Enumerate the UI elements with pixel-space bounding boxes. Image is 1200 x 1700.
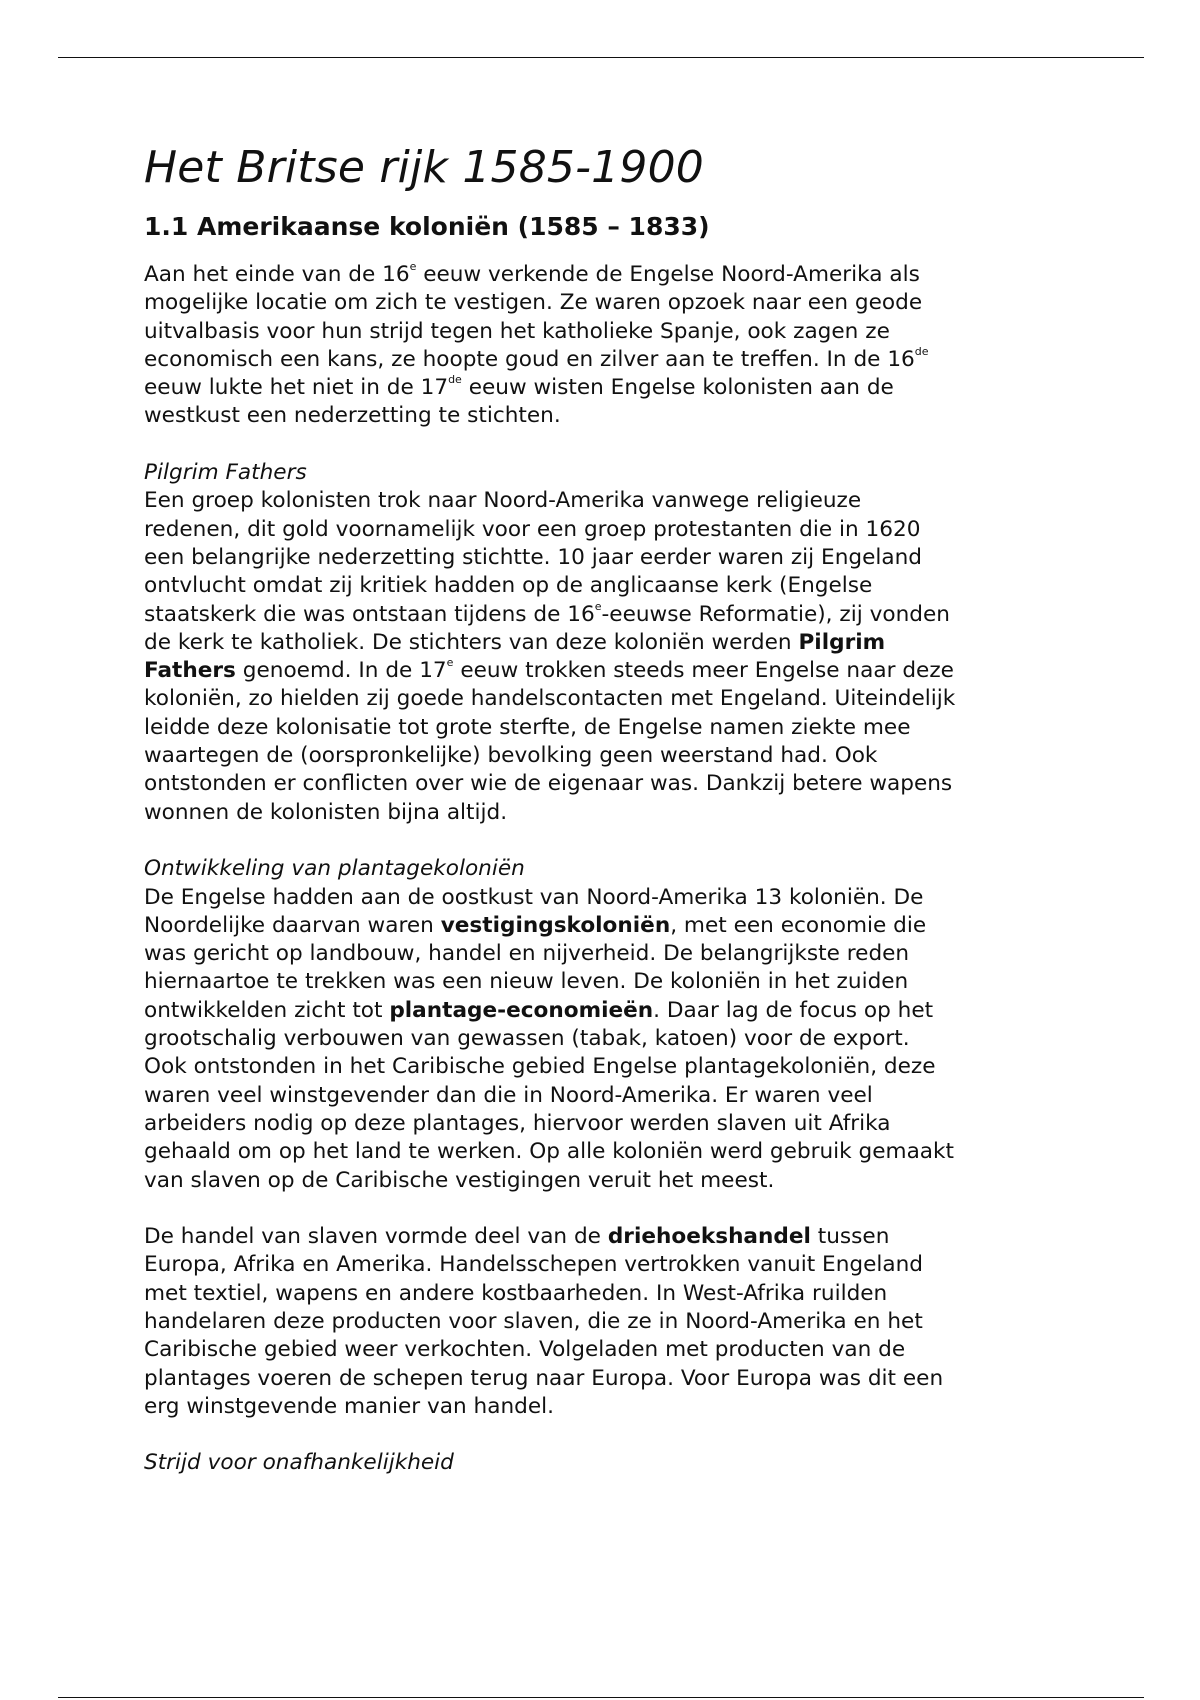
- paragraph-intro: Aan het einde van de 16e eeuw verkende de Engelse Noord-Amerika als mogelijke locatie om zich te vestigen. Ze waren opzoek naar een geode uitvalbasis voor hun strijd tegen het katholieke Spanje, ook zagen ze economisch een kans, ze hoopte goud en zilver aan te treffen. In de 16de eeuw lukte het niet in de 17de eeuw wisten Engelse kolonisten aan de westkust een nederzetting te stichten.: [144, 260, 929, 429]
- term-driehoekshandel: driehoekshandel: [607, 1224, 811, 1250]
- term-plantage-economieen: plantage-economieën: [389, 997, 654, 1023]
- document-title: Het Britse rijk 1585-1900: [144, 142, 704, 193]
- term-pilgrim-fathers: Pilgrim: [798, 629, 886, 655]
- paragraph-driehoekshandel: De handel van slaven vormde deel van de driehoekshandel tussen Europa, Afrika en Amerika. Handelsschepen vertrokken vanuit Engeland met textiel, wapens en andere kostbaarheden. In West-Afrika ruilden handelaren deze producten voor slaven, die ze in Noord-Amerika en het Caribische gebied weer verkochten. Volgeladen met producten van de plantages voeren de schepen terug naar Europa. Voor Europa was dit een erg winstgevende manier van handel.: [144, 1224, 944, 1419]
- term-vestigingskolonien: vestigingskoloniën: [440, 912, 671, 938]
- top-rule: [58, 57, 1144, 58]
- paragraph-pilgrim-fathers: Een groep kolonisten trok naar Noord-Amerika vanwege religieuze redenen, dit gold voornamelijk voor een groep protestanten die in 1620 een belangrijke nederzetting stichtte. 10 jaar eerder waren zij Engeland ontvlucht omdat zij kritiek hadden op de anglicaanse kerk (Engelse staatskerk die was ontstaan tijdens de 16e-eeuwse Reformatie), zij vonden de kerk te katholiek. De stichters van deze koloniën werden Pilgrim Fathers genoemd. In de 17e eeuw trokken steeds meer Engelse naar deze koloniën, zo hielden zij goede handelscontacten met Engeland. Uiteindelijk leidde deze kolonisatie tot grote sterfte, de Engelse namen ziekte mee waartegen de (oorspronkelijke) bevolking geen weerstand had. Ook ontstonden er conflicten over wie de eigenaar was. Dankzij betere wapens wonnen de kolonisten bijna altijd.: [144, 488, 956, 825]
- bottom-rule: [58, 1697, 1144, 1698]
- paragraph-plantagekolonien: De Engelse hadden aan de oostkust van Noord-Amerika 13 koloniën. De Noordelijke daarvan waren vestigingskoloniën, met een economie die was gericht op landbouw, handel en nijverheid. De belangrijkste reden hiernaartoe te trekken was een nieuw leven. De koloniën in het zuiden ontwikkelden zicht tot plantage-economieën. Daar lag de focus op het grootschalig verbouwen van gewassen (tabak, katoen) voor de export. Ook ontstonden in het Caribische gebied Engelse plantagekoloniën, deze waren veel winstgevender dan die in Noord-Amerika. Er waren veel arbeiders nodig op deze plantages, hiervoor werden slaven uit Afrika gehaald om op het land te werken. Op alle koloniën werd gebruik gemaakt van slaven op de Caribische vestigingen veruit het meest.: [144, 884, 955, 1193]
- section-heading: 1.1 Amerikaanse koloniën (1585 – 1833): [144, 212, 710, 241]
- subheading-plantagekolonien: Ontwikkeling van plantagekoloniën: [144, 856, 525, 882]
- subheading-onafhankelijkheid: Strijd voor onafhankelijkheid: [144, 1450, 454, 1476]
- subheading-pilgrim-fathers: Pilgrim Fathers: [144, 460, 307, 486]
- page-content: [144, 138, 1074, 1478]
